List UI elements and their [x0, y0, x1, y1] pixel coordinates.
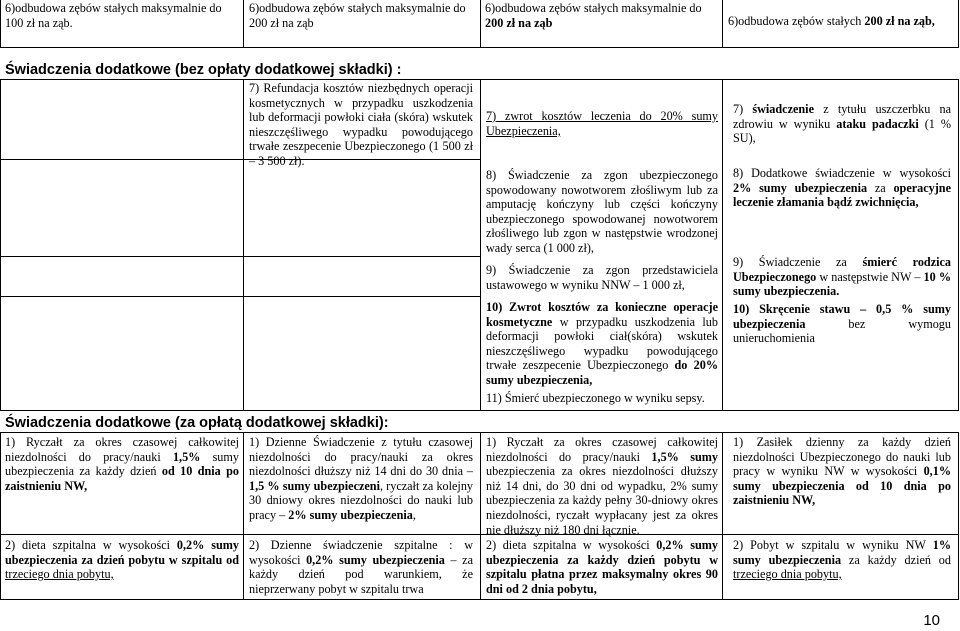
s1-c4-item7: 7) świadczenie z tytułu uszczerbku na zdrowiu w wyniku ataku padaczki (1 % SU), [733, 102, 952, 146]
rule [0, 296, 480, 297]
s1-c3-item9: 9) Świadczenie za zgon przedstawiciela ustawowego w wyniku NNW – 1 000 zł, [486, 263, 718, 292]
s2-c1-item1: 1) Ryczałt za okres czasowej całkowitej niezdolności do pracy/nauki 1,5% sumy ubezpieczenia za każdy dzień od 10 dnia po zaistnieniu NW, [5, 435, 240, 493]
rule [0, 47, 959, 48]
rule [480, 432, 481, 600]
s1-c3-item11: 11) Śmierć ubezpieczonego w wyniku sepsy. [486, 391, 705, 405]
rule [0, 599, 959, 600]
rule [0, 256, 480, 257]
section-heading: Świadczenia dodatkowe (za opłatą dodatkowej składki): [5, 415, 389, 431]
s2-c1-item2: 2) dieta szpitalna w wysokości 0,2% sumy ubezpieczenia za dzień pobytu w szpitalu od trzeciego dnia pobytu, [5, 538, 239, 582]
s1-c4-item9: 9) Świadczenie za śmierć rodzica Ubezpieczonego w następstwie NW – 10 % sumy ubezpieczenia. [733, 255, 952, 299]
s1-c2-item7: 7) Refundacja kosztów niezbędnych operacji kosmetycznych w przypadku uszkodzenia lub deformacji powłoki ciała (skóra) wskutek nieszczęśliwego wypadku powodującego trwałe zeszpecenie Ubezpieczonego (1 500 zł – 3 500 zł). [249, 81, 473, 168]
s2-c3-item1: 1) Ryczałt za okres czasowej całkowitej niezdolności do pracy/nauki 1,5% sumy ubezpieczenia za okres niezdolności dłuższy niż 14 dni, do 30 dni od wypadku, 2% sumy ubezpieczenia za każdy pełny 30-dniowy okres niezdolności, ryczałt wypłacany jest za okres nie dłuższy niż 180 dni łącznie. [486, 435, 718, 537]
rule [243, 432, 244, 600]
s2-c4-item1: 1) Zasiłek dzienny za każdy dzień niezdolności Ubezpieczonego do nauki lub pracy w wyniku NW w wysokości 0,1% sumy ubezpieczenia od 10 dnia po zaistnieniu NW, [733, 435, 951, 508]
s1-c4-item8: 8) Dodatkowe świadczenie w wysokości 2% sumy ubezpieczenia za operacyjne leczenie złamania bądź zwichnięcia, [733, 166, 951, 210]
rule [243, 0, 244, 48]
rule [480, 79, 481, 411]
rule [722, 79, 723, 411]
rule [480, 0, 481, 48]
top-cell-4: 6)odbudowa zębów stałych 200 zł na ząb, [728, 14, 935, 28]
rule [0, 534, 959, 535]
s2-c2-item2: 2) Dzienne świadczenie szpitalne : w wysokości 0,2% sumy ubezpieczenia – za każdy dzień pod warunkiem, że nieprzerwany pobyt w szpitalu trwa [249, 538, 473, 596]
rule [958, 79, 959, 411]
s1-c3-item10: 10) Zwrot kosztów za konieczne operacje kosmetyczne w przypadku uszkodzenia lub deformacji powłoki ciał(skóra) wskutek nieszczęśliwego wypadku powodującego trwałe zeszpecenie Ubezpieczonego do 20% sumy ubezpieczenia, [486, 300, 719, 387]
s1-c4-item10: 10) Skręcenie stawu – 0,5 % sumy ubezpieczenia bez wymogu unieruchomienia [733, 302, 951, 346]
rule [0, 0, 1, 48]
rule [0, 410, 959, 411]
s2-c4-item2: 2) Pobyt w szpitalu w wyniku NW 1% sumy ubezpieczenia za każdy dzień od trzeciego dnia pobytu, [733, 538, 951, 582]
s2-c3-item2: 2) dieta szpitalna w wysokości 0,2% sumy ubezpieczenia za każdy dzień pobytu w szpitalu płatna przez maksymalny okres 90 dni od 2 dnia pobytu, [486, 538, 718, 596]
rule [722, 432, 723, 600]
s2-c2-item1: 1) Dzienne Świadczenie z tytułu czasowej niezdolności do pracy/nauki za okres niezdolności dłuższy niż 14 dni do 30 dnia – 1,5 % sumy ubezpieczeni, ryczałt za kolejny 30 dniowy okres niezdolności do nauki lub pracy – 2% sumy ubezpieczenia, [249, 435, 474, 522]
rule [958, 432, 959, 600]
rule [243, 79, 244, 411]
rule [722, 0, 723, 48]
page-number: 10 [923, 612, 940, 630]
rule [958, 0, 959, 48]
s1-c3-item7: 7) zwrot kosztów leczenia do 20% sumy Ubezpieczenia, [486, 109, 718, 138]
s1-c3-item8: 8) Świadczenie za zgon ubezpieczonego spowodowany nowotworem złośliwym lub za amputację kończyny lub części kończyny ubezpieczonego spowodowanej nowotworem złośliwego lub zgon w następstwie wrodzonej wady serca (1 000 zł), [486, 168, 718, 255]
top-cell-2: 6)odbudowa zębów stałych maksymalnie do 200 zł na ząb [249, 1, 466, 30]
section-heading: Świadczenia dodatkowe (bez opłaty dodatkowej składki) : [5, 62, 402, 78]
rule [0, 79, 1, 411]
rule [0, 432, 1, 600]
top-cell-1: 6)odbudowa zębów stałych maksymalnie do 100 zł na ząb. [5, 1, 222, 30]
top-cell-3: 6)odbudowa zębów stałych maksymalnie do 200 zł na ząb [485, 1, 702, 30]
